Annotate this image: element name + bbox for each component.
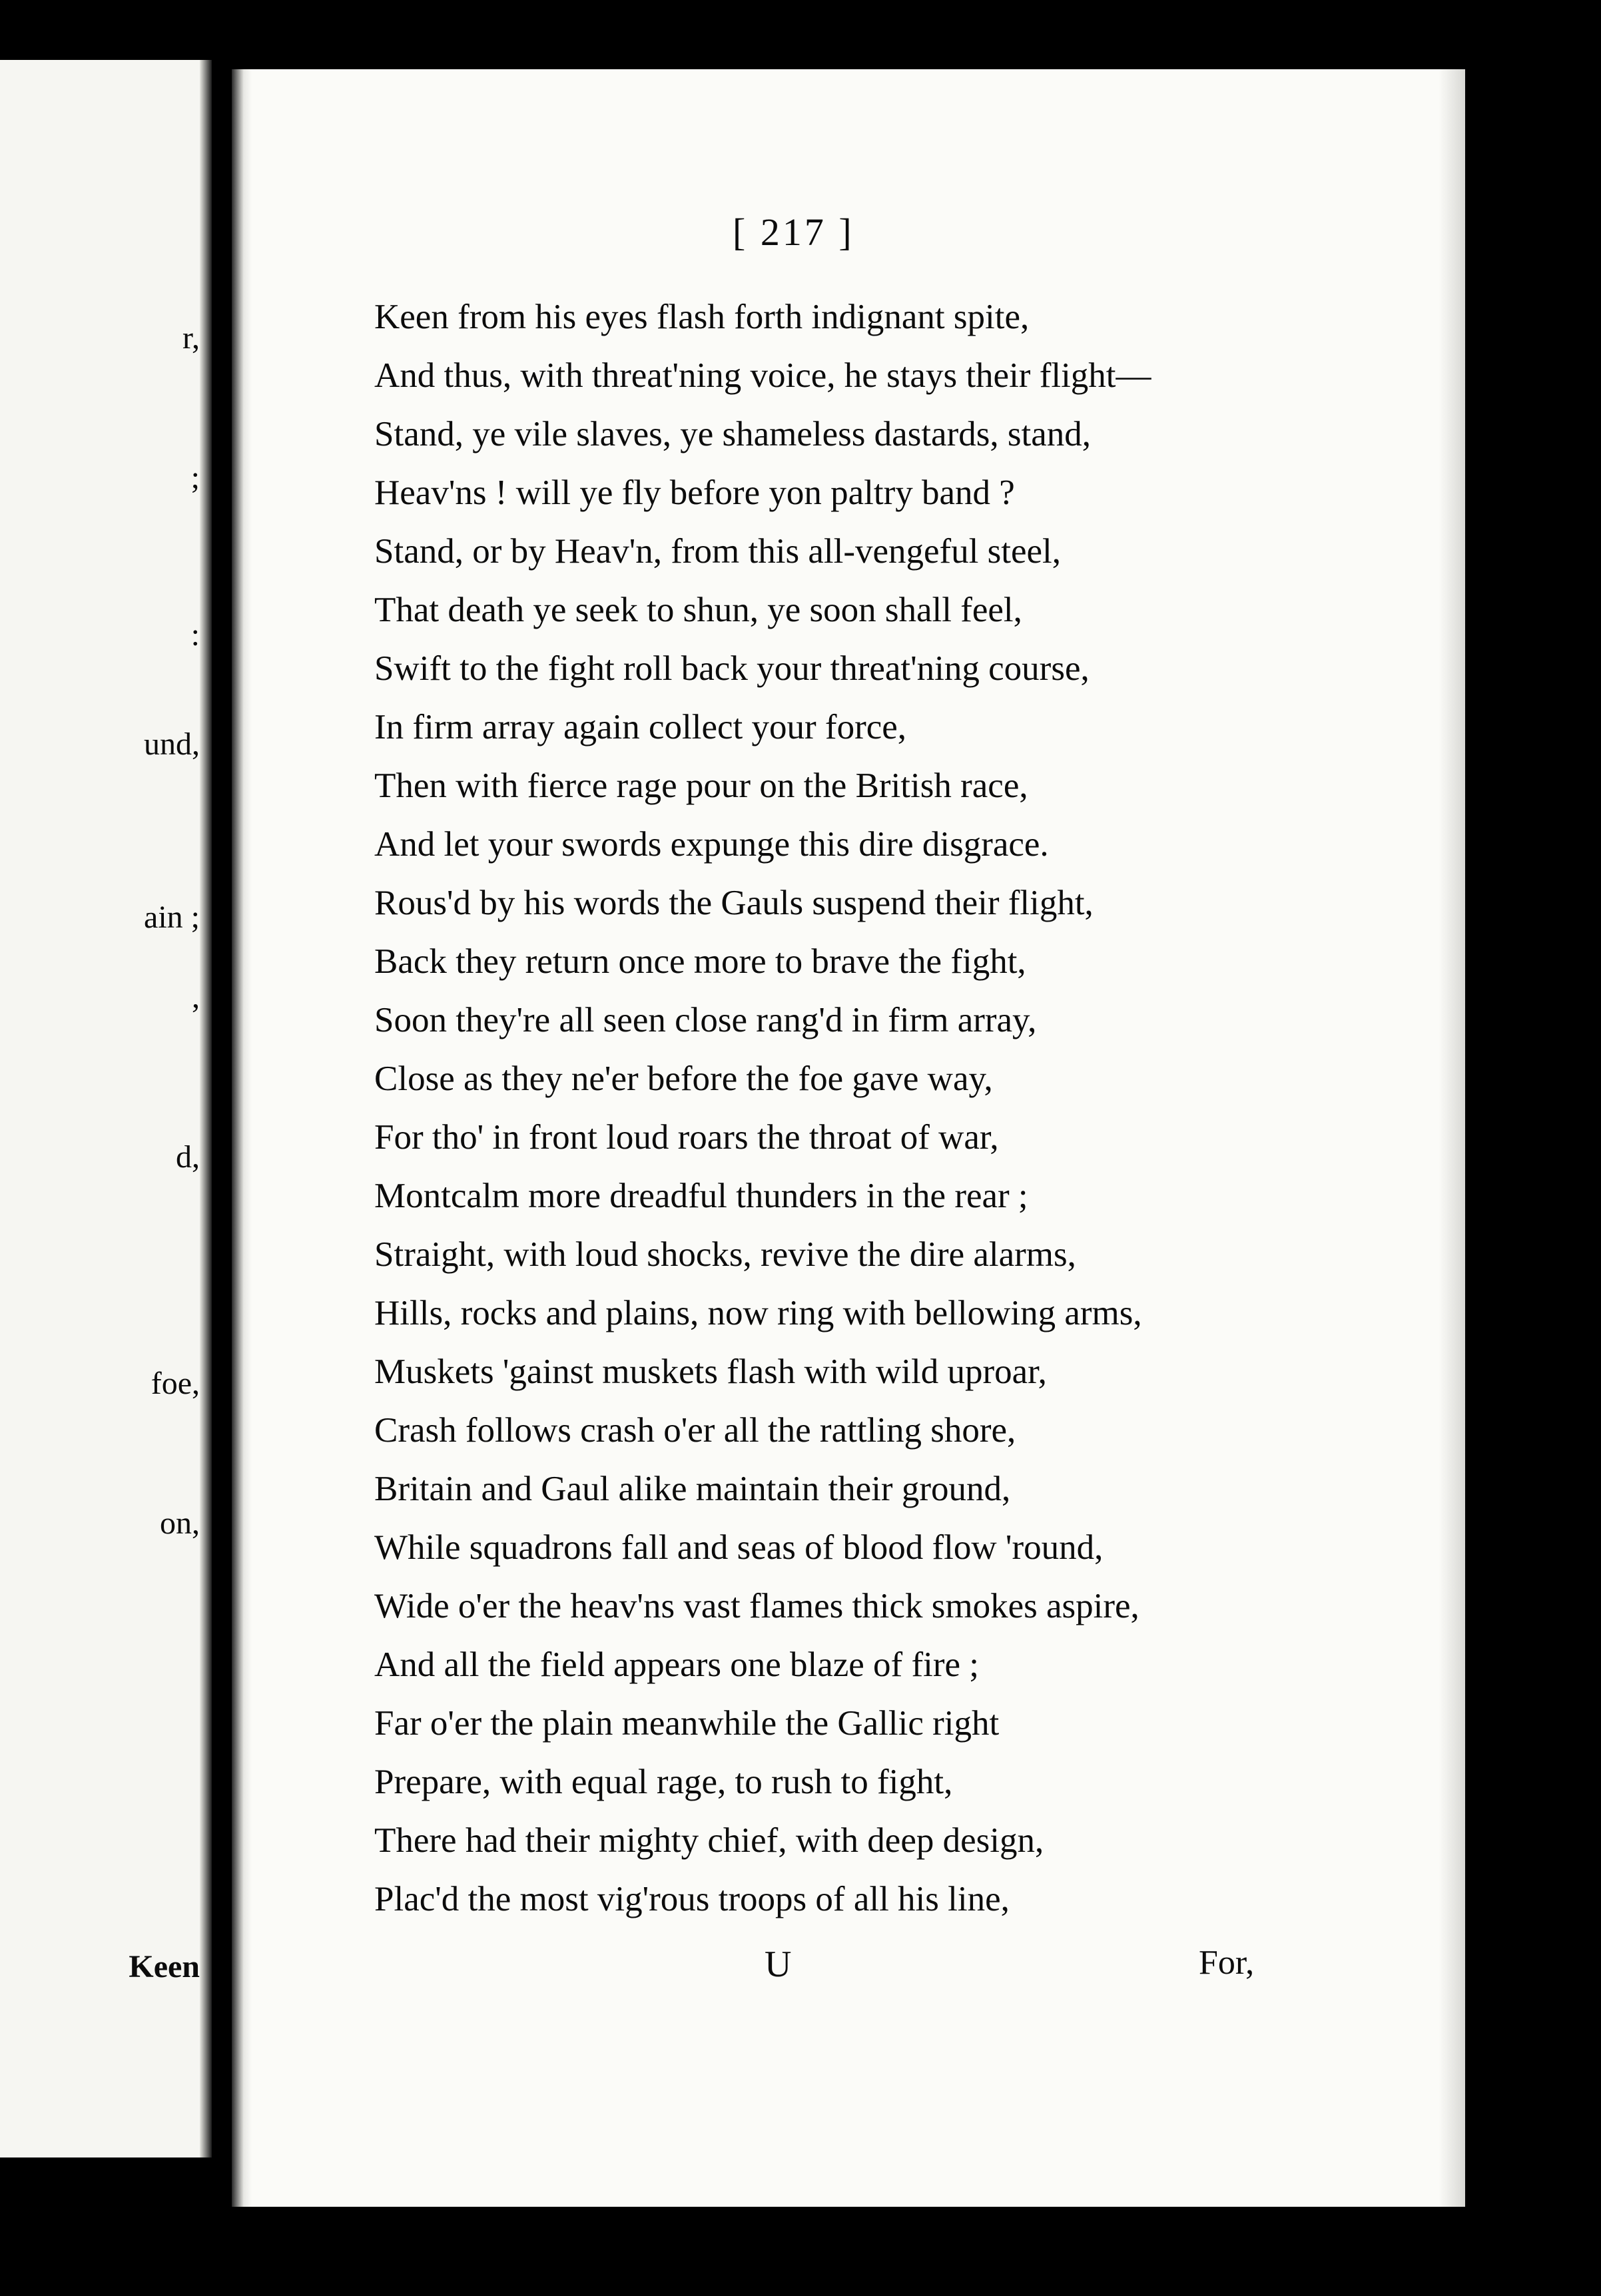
verse-line: Straight, with loud shocks, revive the dire alarms, bbox=[374, 1235, 1076, 1274]
page-number: [ 217 ] bbox=[733, 210, 854, 254]
facing-page-line-end: ain ; bbox=[144, 900, 200, 935]
poem-text bbox=[374, 288, 1373, 1928]
verse-line: Hills, rocks and plains, now ring with bellowing arms, bbox=[374, 1294, 1142, 1332]
facing-page-line-end: , bbox=[192, 980, 200, 1015]
verse-line: There had their mighty chief, with deep design, bbox=[374, 1821, 1044, 1860]
verse-line: Heav'ns ! will ye fly before yon paltry band ? bbox=[374, 473, 1015, 512]
signature-mark: U bbox=[765, 1944, 792, 1985]
facing-page-line-end: r, bbox=[182, 320, 200, 356]
verse-line: Plac'd the most vig'rous troops of all his line, bbox=[374, 1880, 1010, 1918]
verse-line: Close as they ne'er before the foe gave way, bbox=[374, 1059, 993, 1098]
verse-line: While squadrons fall and seas of blood flow 'round, bbox=[374, 1528, 1104, 1567]
verse-line: Stand, ye vile slaves, ye shameless dastards, stand, bbox=[374, 415, 1091, 453]
facing-page-line-end: d, bbox=[176, 1139, 200, 1175]
verse-line: Far o'er the plain meanwhile the Gallic right bbox=[374, 1704, 1000, 1743]
verse-line: Swift to the fight roll back your threat'ning course, bbox=[374, 649, 1090, 688]
verse-line: Rous'd by his words the Gauls suspend their flight, bbox=[374, 884, 1094, 922]
verse-line: In firm array again collect your force, bbox=[374, 708, 907, 746]
verse-line: Then with fierce rage pour on the British race, bbox=[374, 766, 1028, 805]
page-edge bbox=[1439, 69, 1465, 2207]
verse-line: Wide o'er the heav'ns vast flames thick smokes aspire, bbox=[374, 1587, 1139, 1625]
verse-line: And let your swords expunge this dire disgrace. bbox=[374, 825, 1049, 864]
page-gutter-shadow bbox=[232, 69, 252, 2207]
verse-line: Soon they're all seen close rang'd in firm array, bbox=[374, 1001, 1037, 1039]
facing-page-line-end: on, bbox=[160, 1506, 200, 1541]
facing-page-catchword: Keen bbox=[129, 1949, 200, 1984]
verse-line: Montcalm more dreadful thunders in the rear ; bbox=[374, 1177, 1028, 1215]
verse-line: Stand, or by Heav'n, from this all-vengeful steel, bbox=[374, 532, 1062, 571]
page-gutter bbox=[200, 60, 212, 2157]
verse-line: Britain and Gaul alike maintain their ground, bbox=[374, 1470, 1011, 1508]
verse-line: For tho' in front loud roars the throat of war, bbox=[374, 1118, 999, 1157]
verse-line: Muskets 'gainst muskets flash with wild uproar, bbox=[374, 1352, 1047, 1391]
facing-page-line-end: foe, bbox=[151, 1366, 200, 1401]
verse-line: And thus, with threat'ning voice, he stays their flight— bbox=[374, 356, 1151, 395]
verse-line: Keen from his eyes flash forth indignant spite, bbox=[374, 298, 1030, 336]
verse-line: Crash follows crash o'er all the rattling shore, bbox=[374, 1411, 1016, 1450]
verse-line: Back they return once more to brave the fight, bbox=[374, 942, 1026, 981]
facing-page-line-end: und, bbox=[144, 726, 200, 762]
verse-line: Prepare, with equal rage, to rush to fight, bbox=[374, 1763, 953, 1801]
verse-line: That death ye seek to shun, ye soon shall feel, bbox=[374, 591, 1022, 629]
facing-page-line-end: ; bbox=[190, 460, 200, 495]
verse-line: And all the field appears one blaze of fire ; bbox=[374, 1645, 979, 1684]
facing-page-line-end: : bbox=[190, 617, 200, 653]
catchword: For, bbox=[1199, 1944, 1255, 1982]
facing-page-fragment bbox=[0, 60, 212, 2157]
